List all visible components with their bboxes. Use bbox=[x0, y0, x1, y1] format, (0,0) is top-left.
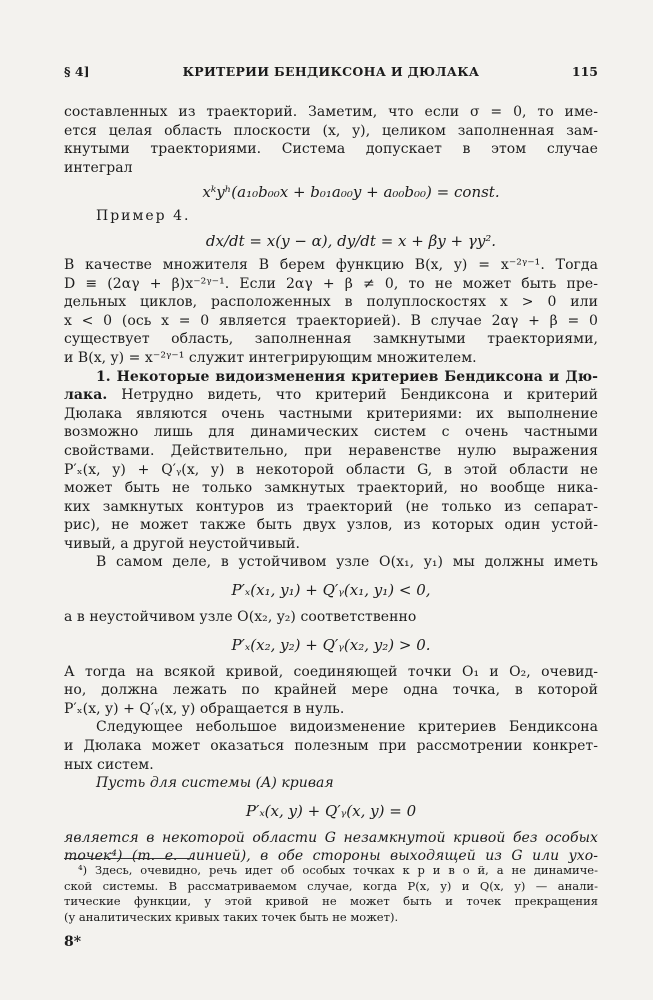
text-line: свойствами. Действительно, при неравенстве нулю выражения bbox=[64, 442, 598, 459]
text-line: чивый, а другой неустойчивый. bbox=[64, 535, 301, 552]
formula-stable-node: P′ₓ(x₁, y₁) + Q′ᵧ(x₁, y₁) < 0, bbox=[231, 581, 431, 600]
text-line: дельных циклов, расположенных в полуплоскостях x > 0 или bbox=[64, 294, 598, 311]
text-line: интеграл bbox=[64, 159, 133, 176]
formula-example-system: dx/dt = x(y − α), dy/dt = x + βy + γy². bbox=[205, 231, 497, 250]
footnote-line: ской системы. В рассматриваемом случае, когда P(x, y) и Q(x, y) — анали- bbox=[64, 878, 598, 893]
formula-unstable-node: P′ₓ(x₂, y₂) + Q′ᵧ(x₂, y₂) > 0. bbox=[231, 635, 431, 654]
text-line: Дюлака являются очень частными критериями: их выполнение bbox=[64, 405, 598, 422]
text-line bbox=[64, 386, 598, 405]
text-line: Следующее небольшое видоизменение критериев Бендиксона bbox=[96, 719, 598, 736]
page-number: 115 bbox=[571, 64, 598, 79]
text-line: рис), не может также быть двух узлов, из которых один устой- bbox=[64, 517, 598, 534]
running-header bbox=[64, 64, 598, 82]
text-line: но, должна лежать по крайней мере одна точка, в которой bbox=[64, 682, 598, 699]
subsection-title-text: 1. Некоторые видоизменения критериев Бендиксона и Дю- bbox=[96, 368, 598, 385]
formula-integral: xᵏyʰ(a₁₀b₀₀x + b₀₁a₀₀y + a₀₀b₀₀) = const. bbox=[202, 183, 500, 202]
text-line: В качестве множителя B берем функцию B(x, y) = x⁻²ᵞ⁻¹. Тогда bbox=[64, 256, 598, 273]
text-line: может быть не только замкнутых траекторий, но вообще ника- bbox=[64, 480, 598, 497]
text-line: ется целая область плоскости (x, y), целиком заполненная зам- bbox=[64, 122, 598, 139]
text-line: точек⁴) (т. е. линией), в обе стороны выходящей из G или ухо- bbox=[64, 848, 598, 865]
text-line: А тогда на всякой кривой, соединяющей точки O₁ и O₂, очевид- bbox=[64, 663, 598, 680]
text-line: В самом деле, в устойчивом узле O(x₁, y₁) мы должны иметь bbox=[96, 554, 598, 571]
footnote-line: (у аналитических кривых таких точек быть не может). bbox=[64, 909, 399, 924]
section-number: § 4] bbox=[64, 64, 90, 79]
text-line: ких замкнутых контуров из траекторий (не только из сепарат- bbox=[64, 498, 598, 515]
formula-curve: P′ₓ(x, y) + Q′ᵧ(x, y) = 0 bbox=[245, 801, 417, 820]
footnote-line: тические функции, у этой кривой не может быть и точек прекращения bbox=[64, 894, 598, 908]
text-line: ных систем. bbox=[64, 756, 154, 773]
text-line: D ≡ (2αγ + β)x⁻²ᵞ⁻¹. Если 2αγ + β ≠ 0, то не может быть пре- bbox=[64, 275, 598, 292]
example-heading: Пример 4. bbox=[96, 208, 191, 225]
main-text bbox=[64, 103, 598, 866]
text-line: существует область, заполненная замкнутыми траекториями, bbox=[64, 331, 598, 348]
text-line: составленных из траекторий. Заметим, что если σ = 0, то име- bbox=[64, 104, 598, 120]
text-line: возможно лишь для динамических систем с очень частными bbox=[64, 424, 598, 441]
text-line: является в некоторой области G незамкнутой кривой без особых bbox=[64, 829, 598, 846]
text-line: и B(x, y) = x⁻²ᵞ⁻¹ служит интегрирующим множителем. bbox=[64, 349, 477, 366]
text-line: Пусть для системы (A) кривая bbox=[96, 775, 334, 792]
subsection-title bbox=[64, 368, 598, 387]
footnote-rule bbox=[64, 858, 194, 859]
signature-mark: 8* bbox=[64, 934, 82, 950]
text-line: и Дюлака может оказаться полезным при рассмотрении конкрет- bbox=[64, 738, 598, 755]
subsection-title-end: лака. bbox=[64, 387, 108, 404]
text-line: а в неустойчивом узле O(x₂, y₂) соответственно bbox=[64, 609, 417, 626]
footnotes bbox=[64, 858, 598, 925]
text-line: P′ₓ(x, y) + Q′ᵧ(x, y) обращается в нуль. bbox=[64, 700, 345, 717]
running-title: КРИТЕРИИ БЕНДИКСОНА И ДЮЛАКА bbox=[182, 64, 480, 79]
text-line: x < 0 (ось x = 0 является траекторией). В случае 2αγ + β = 0 bbox=[64, 312, 598, 329]
footnote-line: ⁴) Здесь, очевидно, речь идет об особых точках к р и в о й, а не динамиче- bbox=[78, 863, 598, 877]
text-line: P′ₓ(x, y) + Q′ᵧ(x, y) в некоторой области G, в этой области не bbox=[64, 461, 598, 478]
text-line: кнутыми траекториями. Система допускает в этом случае bbox=[64, 141, 598, 158]
text-line-rest: Нетрудно видеть, что критерий Бендиксона и критерий bbox=[107, 387, 598, 404]
